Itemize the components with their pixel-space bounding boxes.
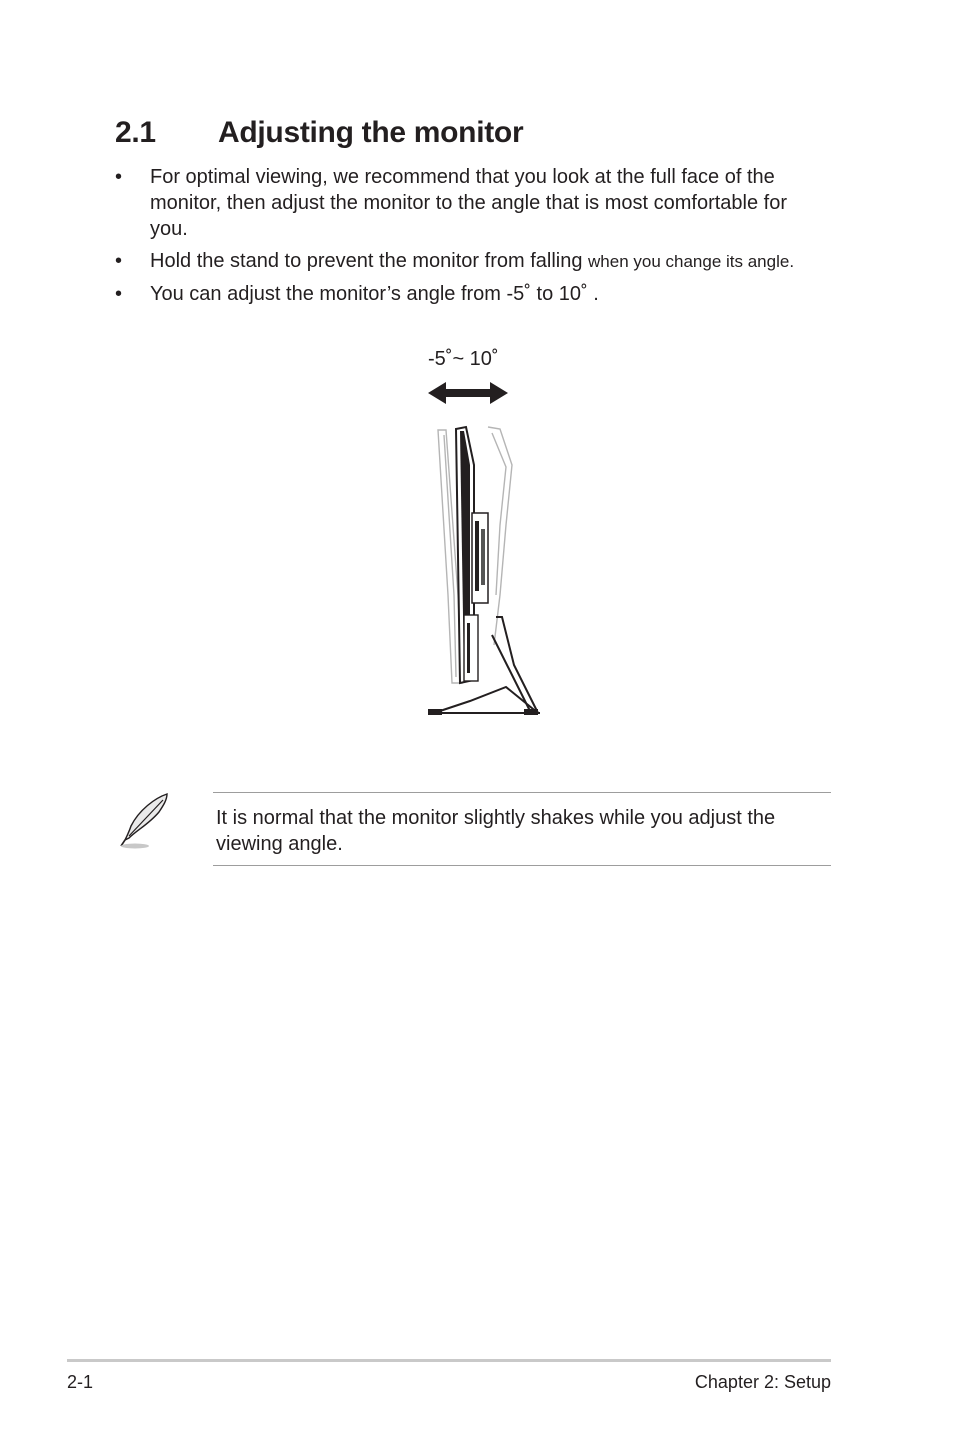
monitor-stand	[430, 617, 540, 713]
chapter-label: Chapter 2: Setup	[694, 1372, 831, 1392]
note-text: It is normal that the monitor slightly shakes while you adjust the viewing angle.	[216, 807, 776, 855]
bullet-text-small: when you change its angle.	[588, 252, 795, 271]
bullet-symbol: •	[115, 250, 123, 272]
footer-divider	[67, 1359, 831, 1362]
tilt-angle-label: -5˚~ 10˚	[428, 348, 499, 370]
bullet-text: You can adjust the monitor’s angle from -5˚ to 10˚ .	[150, 283, 599, 305]
note-box	[213, 792, 831, 866]
section-number: 2.1	[115, 116, 156, 149]
list-item	[115, 248, 830, 275]
monitor-ghost-forward	[488, 427, 512, 645]
double-arrow-icon	[428, 382, 508, 404]
feather-pen-icon	[115, 790, 177, 852]
list-item	[115, 164, 830, 242]
bullet-list	[115, 164, 830, 313]
bullet-symbol: •	[115, 283, 123, 305]
bullet-symbol: •	[115, 166, 123, 188]
monitor-tilt-illustration	[410, 345, 560, 725]
page-number: 2-1	[67, 1372, 94, 1392]
list-item	[115, 281, 830, 307]
section-title: Adjusting the monitor	[218, 116, 524, 149]
monitor-panel	[456, 427, 488, 683]
bullet-text: Hold the stand to prevent the monitor from falling	[150, 250, 583, 272]
bullet-text: For optimal viewing, we recommend that you look at the full face of the monitor, then adjust the monitor to the angle that is most comfortable for you.	[150, 166, 788, 240]
